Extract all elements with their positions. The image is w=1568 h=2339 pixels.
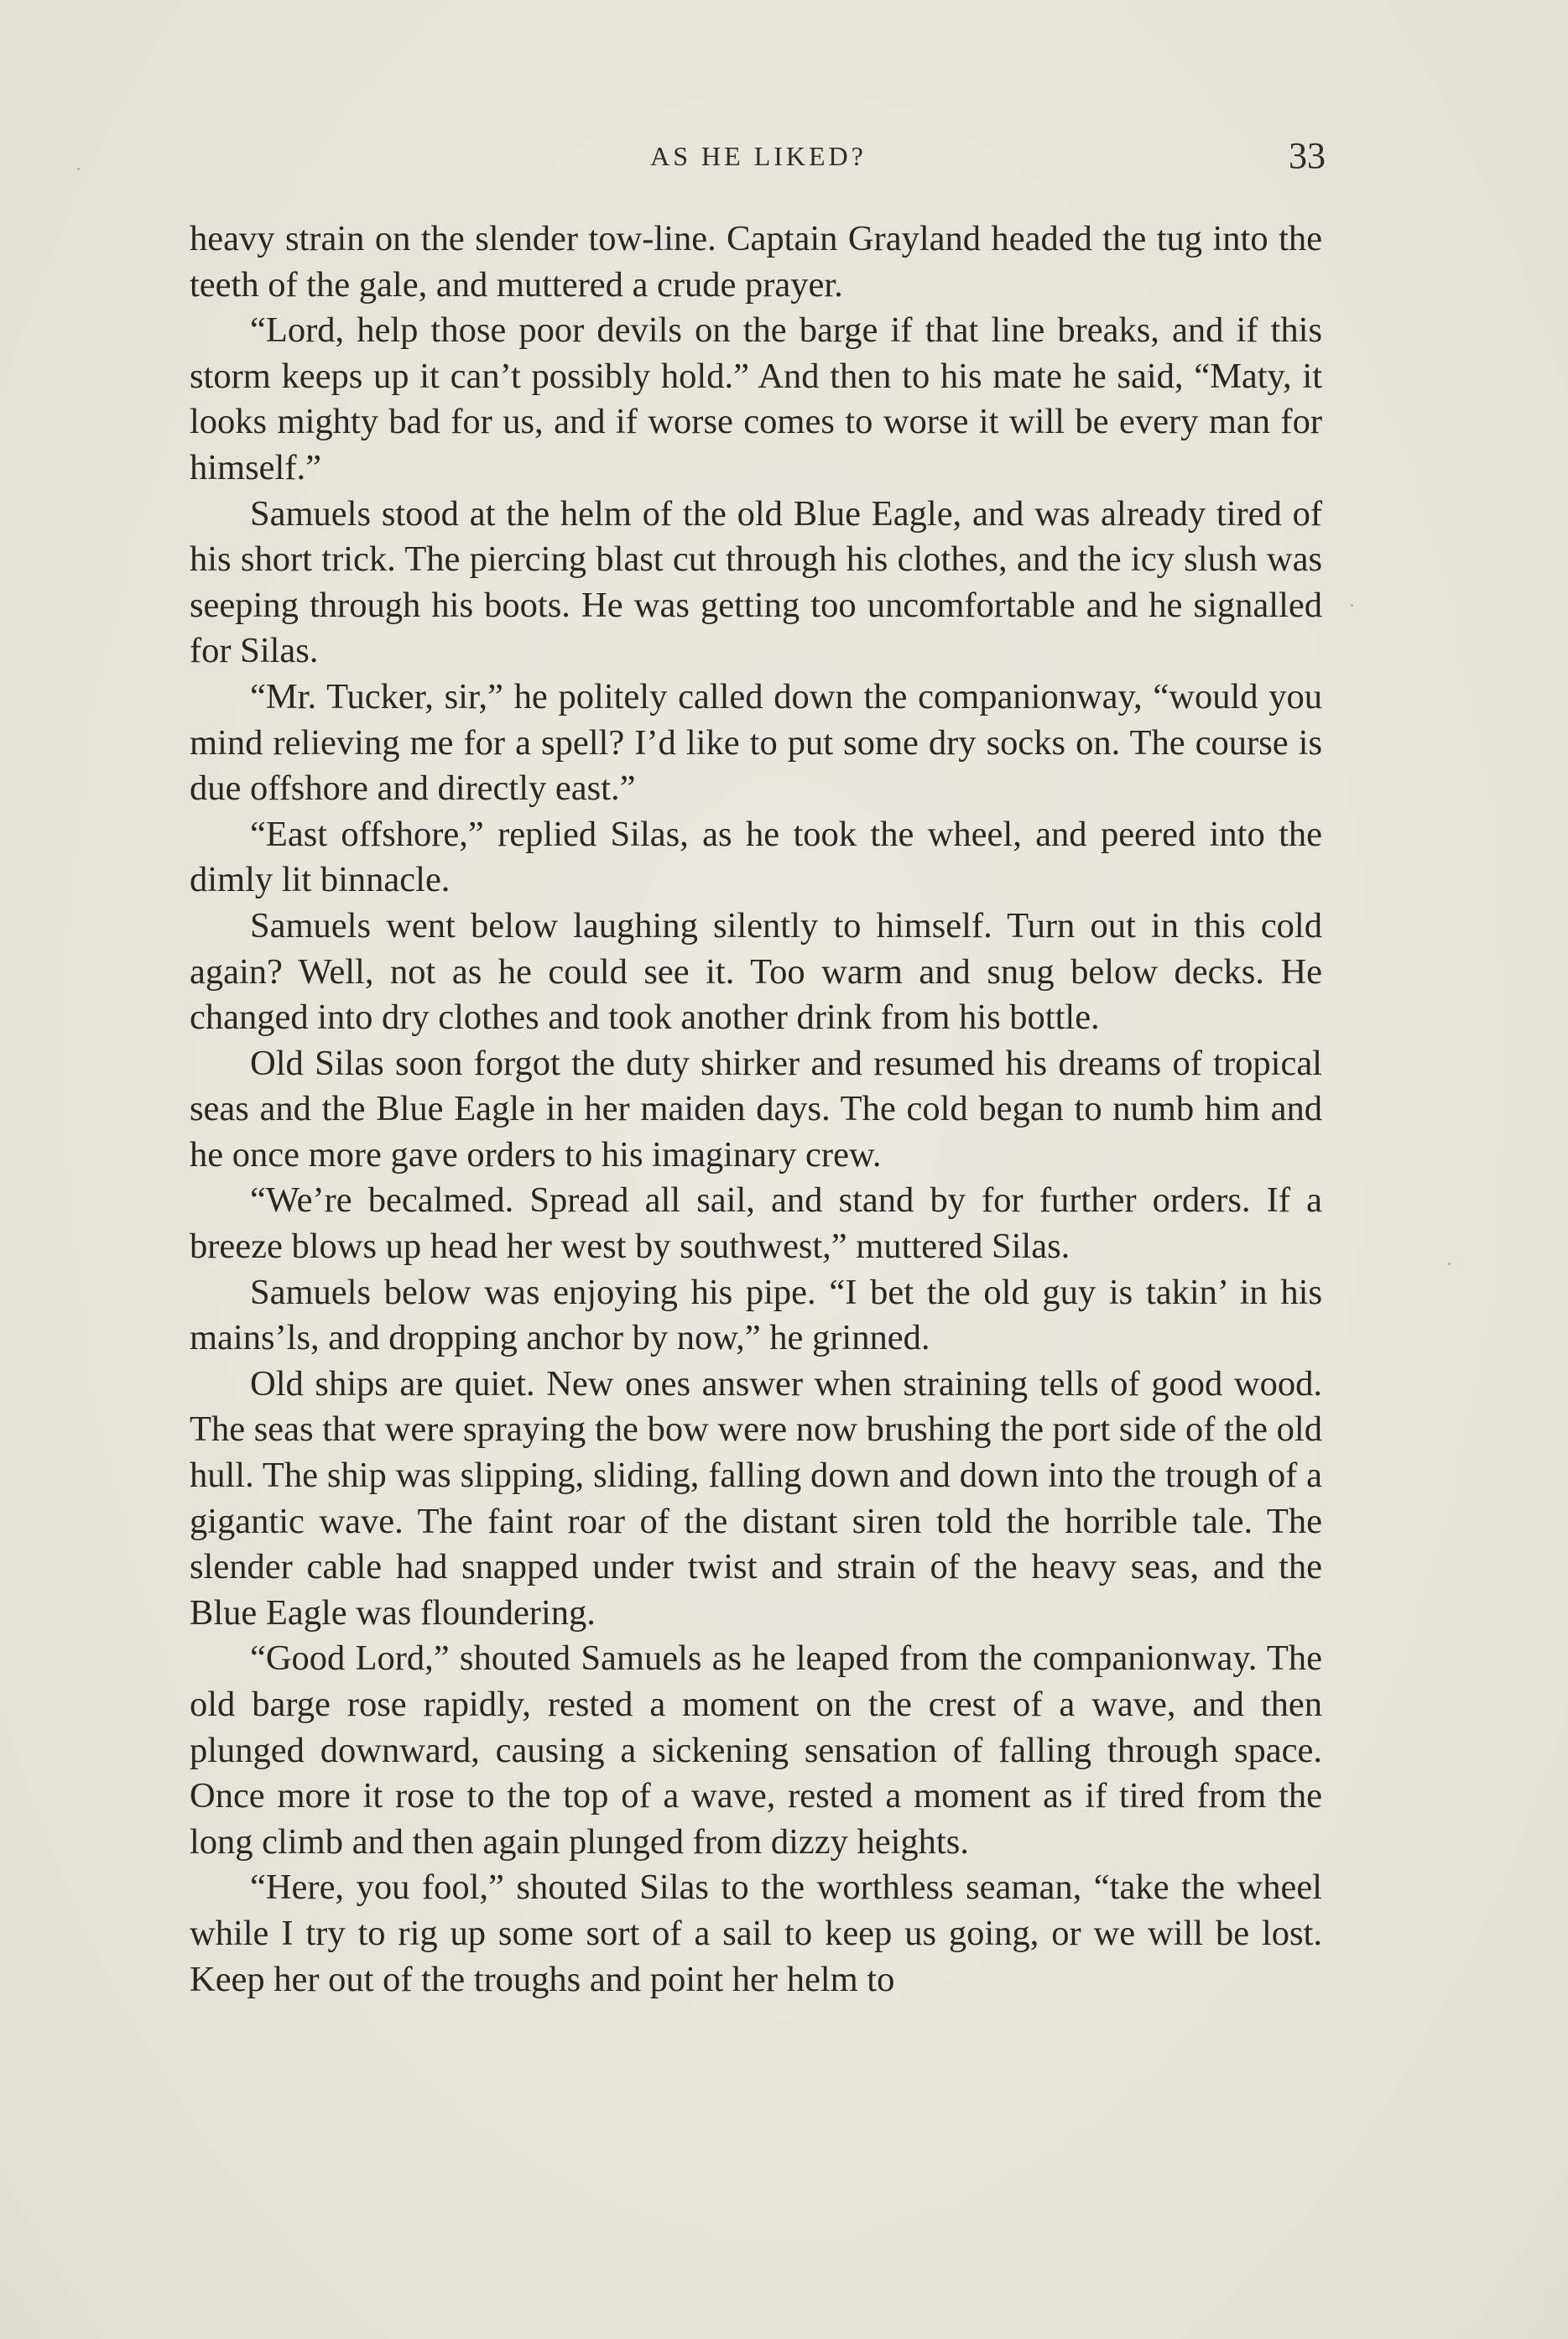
paragraph: heavy strain on the slender tow-line. Captain Grayland headed the tug into the teeth of the gale, and muttered a crude prayer. [190,219,1322,305]
paragraph: “Good Lord,” shouted Samuels as he leaped from the companionway. The old barge rose rapidly, rested a moment on the crest of a wave, and then plunged downward, causing a sickening sensation of falling through space. Once more it rose to the top of a wave, rested a moment as if tired from the long climb and then again plunged from dizzy heights. [190,1638,1322,1862]
body-text [190,216,1322,2003]
running-head [191,133,1326,183]
paragraph: Old ships are quiet. New ones answer when straining tells of good wood. The seas that were spraying the bow were now brushing the port side of the old hull. The ship was slipping, sliding, falling down and down into the trough of a gigantic wave. The faint roar of the distant siren told the horrible tale. The slender cable had snapped under twist and strain of the heavy seas, and the Blue Eagle was floundering. [190,1363,1322,1633]
paragraph: Samuels below was enjoying his pipe. “I bet the old guy is takin’ in his mains’ls, and dropping anchor by now,” he grinned. [190,1272,1322,1358]
running-title: AS HE LIKED? [650,141,867,171]
paragraph: “Here, you fool,” shouted Silas to the worthless seaman, “take the wheel while I try to rig up some sort of a sail to keep us going, or we will be lost. Keep her out of the troughs and point her helm to [190,1868,1322,1999]
paper-speck [1351,604,1353,607]
paragraph: “Lord, help those poor devils on the barge if that line breaks, and if this storm keeps up it can’t possibly hold.” And then to his mate he said, “Maty, it looks mighty bad for us, and if worse comes to worse it will be every man for himself.” [190,310,1322,487]
page-number: 33 [1289,135,1326,176]
paragraph: Old Silas soon forgot the duty shirker and resumed his dreams of tropical seas and the Blue Eagle in her maiden days. The cold began to numb him and he once more gave orders to his imaginary crew. [190,1043,1322,1175]
paper-speck [1448,1263,1451,1265]
paragraph: Samuels went below laughing silently to himself. Turn out in this cold again? Well, not as he could see it. Too warm and snug below decks. He changed into dry clothes and took another drink from his bottle. [190,905,1322,1038]
paragraph: “Mr. Tucker, sir,” he politely called down the companionway, “would you mind relieving me for a spell? I’d like to put some dry socks on. The course is due offshore and directly east.” [190,676,1322,809]
paragraph: “East offshore,” replied Silas, as he took the wheel, and peered into the dimly lit binnacle. [190,814,1322,900]
paragraph: Samuels stood at the helm of the old Blue Eagle, and was already tired of his short trick. The piercing blast cut through his clothes, and the icy slush was seeping through his boots. He was getting too uncomfortable and he signalled for Silas. [190,493,1322,671]
paragraph: “We’re becalmed. Spread all sail, and stand by for further orders. If a breeze blows up head her west by southwest,” muttered Silas. [190,1180,1322,1267]
paper-speck [77,168,80,170]
